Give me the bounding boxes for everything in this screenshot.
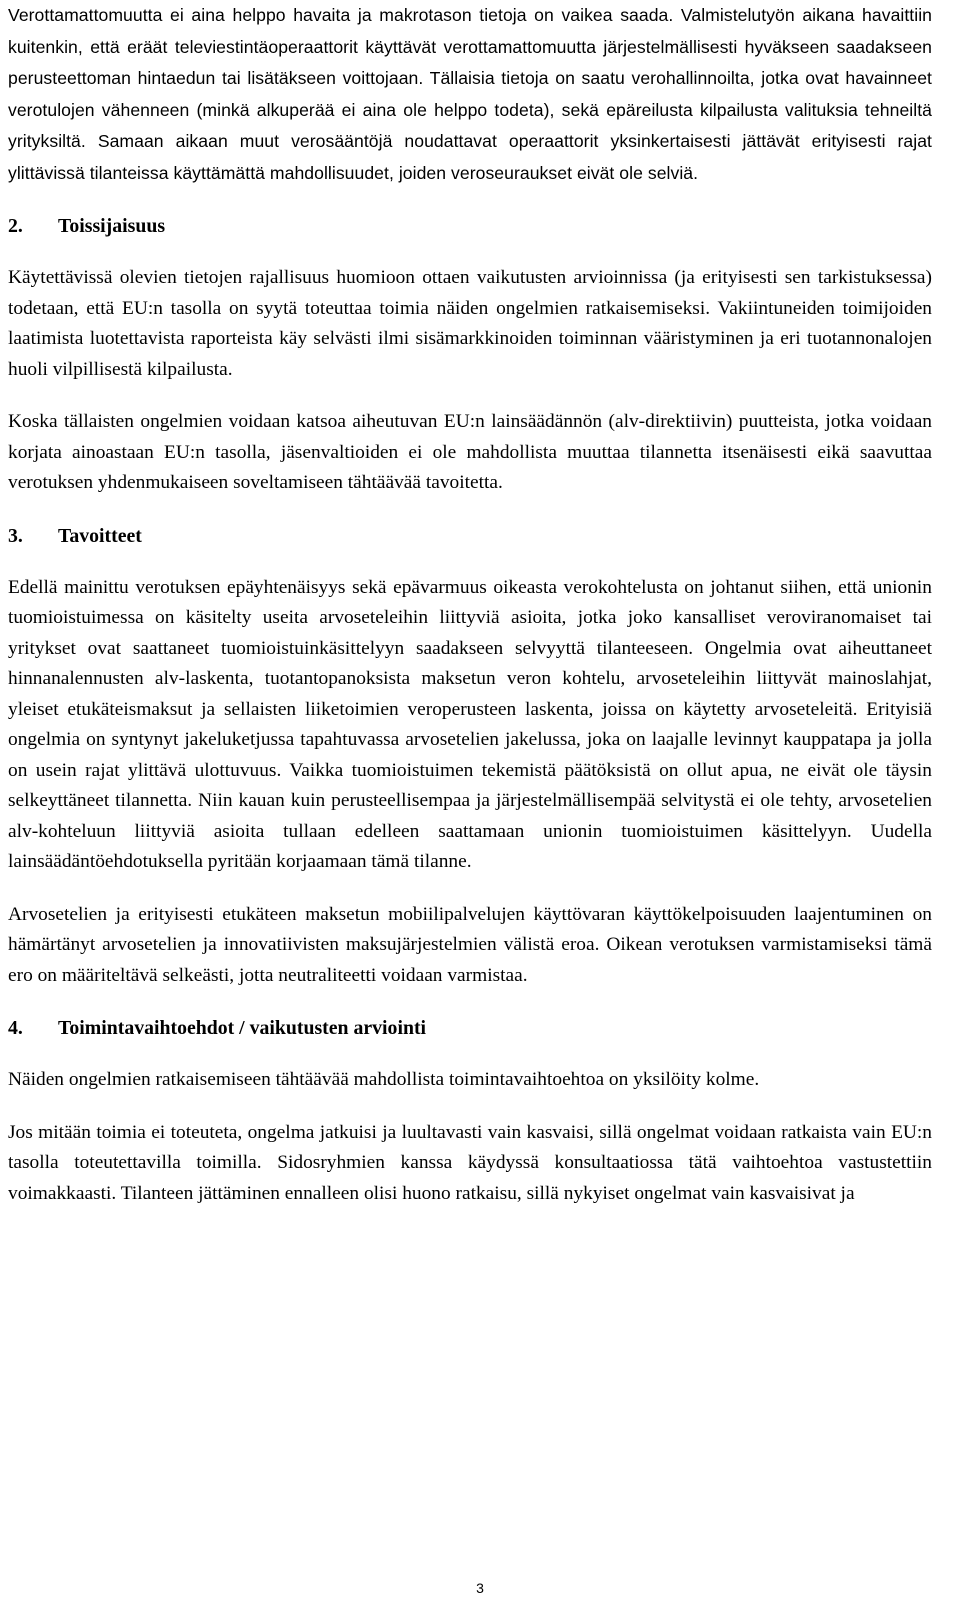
document-page xyxy=(8,0,932,1209)
paragraph: Edellä mainittu verotuksen epäyhtenäisyys sekä epävarmuus oikeasta verokohtelusta on johtanut siihen, että unionin tuomioistuimessa on käsitelty useita arvoseteleihin liittyviä asioita, jotka joko kansalliset veroviranomaiset tai yritykset ovat saattaneet tuomioistuinkäsittelyyn saadakseen selvyyttä tilanteeseen. Ongelmia ovat aiheuttaneet hinnanalennusten alv-laskenta, tuotantopanoksista maksetun veron kohtelu, arvoseteleihin liittyvät mainoslahjat, yleiset etukäteismaksut ja sellaisten liiketoimien veroperusteen laskenta, joissa on käytetty arvoseteleitä. Erityisiä ongelmia on syntynyt jakeluketjussa tapahtuvassa arvosetelien jakelussa, joka on laajalle levinnyt kauppatapa ja jolla on usein rajat ylittävä ulottuvuus. Vaikka tuomioistuimen tekemistä päätöksistä on ollut apua, ne eivät ole täysin selkeyttäneet tilannetta. Niin kauan kuin perusteellisempaa ja järjestelmällisempää selvitystä ei ole tehty, arvosetelien alv-kohteluun liittyviä asioita tullaan edelleen saattamaan unionin tuomioistuimen käsittelyyn. Uudella lainsäädäntöehdotuksella pyritään korjaamaan tämä tilanne. xyxy=(8,576,932,872)
intro-text-part3: Samaan aikaan muut verosääntöjä noudattavat operaattorit yksinkertaisesti jättävät erityisesti rajat ylittävissä tilanteissa käyttämättä mahdollisuudet, joiden veroseuraukset eivät ole selviä. xyxy=(8,131,932,183)
section-heading-2 xyxy=(8,211,932,241)
paragraph: Arvosetelien ja erityisesti etukäteen maksetun mobiilipalvelujen käyttövaran käyttökelpoisuuden laajentuminen on hämärtänyt arvosetelien ja innovatiivisten maksujärjestelmien välistä eroa. Oikean verotuksen varmistamiseksi tämä ero on määriteltävä selkeästi, jotta neutraliteetti voidaan varmistaa. xyxy=(8,903,932,986)
section-title: Toimintavaihtoehdot / vaikutusten arviointi xyxy=(58,1017,427,1039)
paragraph: Näiden ongelmien ratkaisemiseen tähtäävää mahdollista toimintavaihtoehtoa on yksilöity kolme. xyxy=(8,1069,760,1090)
paragraph: Jos mitään toimia ei toteuteta, ongelma jatkuisi ja luultavasti vain kasvaisi, sillä ongelmat voidaan ratkaista vain EU:n tasolla toteutettavilla toimilla. Sidosryhmien kanssa käydyssä konsultaatiossa tätä vaihtoehtoa vastustettiin voimakkaasti. Tilanteen jättäminen ennalleen olisi huono ratkaisu, sillä nykyiset ongelmat vain kasvaisivat ja xyxy=(8,1121,932,1204)
paragraph: Käytettävissä olevien tietojen rajallisuus huomioon ottaen vaikutusten arvioinnissa (ja erityisesti sen tarkistuksessa) todetaan, että EU:n tasolla on syytä toteuttaa toimia näiden ongelmien ratkaisemiseksi. Vakiintuneiden toimijoiden laatimista luotettavista raporteista käy selvästi ilmi sisämarkkinoiden toiminnan vääristyminen ja eri tuotannonalojen huoli vilpillisestä kilpailusta. xyxy=(8,267,932,380)
section-title: Toissijaisuus xyxy=(58,215,166,237)
section-title: Tavoitteet xyxy=(58,524,142,547)
intro-text-part2: Tällaisia tietoja on saatu verohallinnoilta, jotka ovat havainneet verotulojen vähenneen (minkä alkuperää ei aina ole helppo todeta), sekä epäreilusta kilpailusta valituksia tehneiltä yrityksiltä. xyxy=(8,68,932,151)
intro-paragraph xyxy=(8,0,932,189)
paragraph: Koska tällaisten ongelmien voidaan katsoa aiheutuvan EU:n lainsäädännön (alv-direktiivin) puutteista, jotka voidaan korjata ainoastaan EU:n tasolla, jäsenvaltioiden ei ole mahdollista muuttaa tilannetta itsenäisesti eikä saavuttaa verotuksen yhdenmukaiseen soveltamiseen tähtäävää tavoitetta. xyxy=(8,411,932,493)
section-number: 2. xyxy=(8,215,23,237)
section-heading-4 xyxy=(8,1013,932,1043)
intro-text-part1: Verottamattomuutta ei aina helppo havaita ja makrotason tietoja on vaikea saada. Valmistelutyön aikana havaittiin kuitenkin, että eräät televiestintäoperaattorit käyttävät verottamattomuutta järjestelmällisesti hyväkseen saadakseen perusteettoman hintaedun tai lisätäkseen voittojaan. xyxy=(8,5,932,88)
page-number: 3 xyxy=(476,1580,484,1596)
section-number: 3. xyxy=(8,524,23,547)
section-heading-3 xyxy=(8,521,932,551)
section-number: 4. xyxy=(8,1017,23,1039)
